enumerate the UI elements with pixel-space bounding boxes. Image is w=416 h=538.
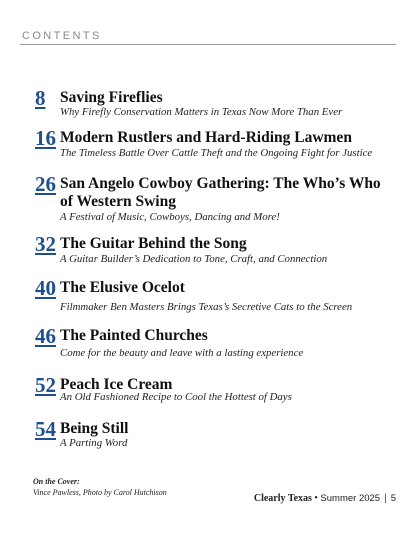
contents-header: CONTENTS <box>22 30 102 42</box>
page-number[interactable]: 46 <box>35 324 56 348</box>
article-title: Saving Fireflies <box>60 89 163 106</box>
footer-separator: | <box>384 493 387 504</box>
article-subtitle: Come for the beauty and leave with a lasting experience <box>60 347 304 359</box>
magazine-name: Clearly Texas <box>253 493 312 504</box>
article-subtitle: A Parting Word <box>60 437 128 449</box>
article-title: San Angelo Cowboy Gathering: The Who’s Who of Western Swing <box>60 175 381 210</box>
article-title: The Guitar Behind the Song <box>60 235 247 252</box>
footer-bullet: • <box>314 493 318 504</box>
article-subtitle: The Timeless Battle Over Cattle Theft and the Ongoing Fight for Justice <box>60 147 373 159</box>
page-number[interactable]: 52 <box>35 373 56 397</box>
page-number-footer: 5 <box>390 493 396 504</box>
cover-credit: Vince Pawless, Photo by Carol Hutchison <box>33 488 167 497</box>
article-subtitle: Filmmaker Ben Masters Brings Texas’s Secretive Cats to the Screen <box>60 301 353 313</box>
page-footer <box>254 493 396 504</box>
page-number[interactable]: 54 <box>35 417 56 441</box>
page-number[interactable]: 8 <box>35 86 46 110</box>
issue-date: Summer 2025 <box>320 493 381 504</box>
page-number[interactable]: 32 <box>35 232 56 256</box>
article-subtitle: An Old Fashioned Recipe to Cool the Hottest of Days <box>60 391 292 403</box>
page-number[interactable]: 26 <box>35 172 56 196</box>
article-title: Modern Rustlers and Hard-Riding Lawmen <box>60 129 352 146</box>
page-number[interactable]: 40 <box>35 276 56 300</box>
article-subtitle: A Guitar Builder’s Dedication to Tone, Craft, and Connection <box>60 253 328 265</box>
article-title: The Elusive Ocelot <box>60 279 185 296</box>
article-title: The Painted Churches <box>60 327 208 344</box>
cover-label: On the Cover: <box>33 477 80 486</box>
cover-caption <box>33 476 167 498</box>
article-title: Peach Ice Cream <box>60 376 173 393</box>
article-title: Being Still <box>60 420 129 437</box>
page-number[interactable]: 16 <box>35 126 56 150</box>
header-divider <box>20 44 396 45</box>
article-subtitle: Why Firefly Conservation Matters in Texas Now More Than Ever <box>60 106 343 118</box>
article-subtitle: A Festival of Music, Cowboys, Dancing and More! <box>60 211 280 223</box>
